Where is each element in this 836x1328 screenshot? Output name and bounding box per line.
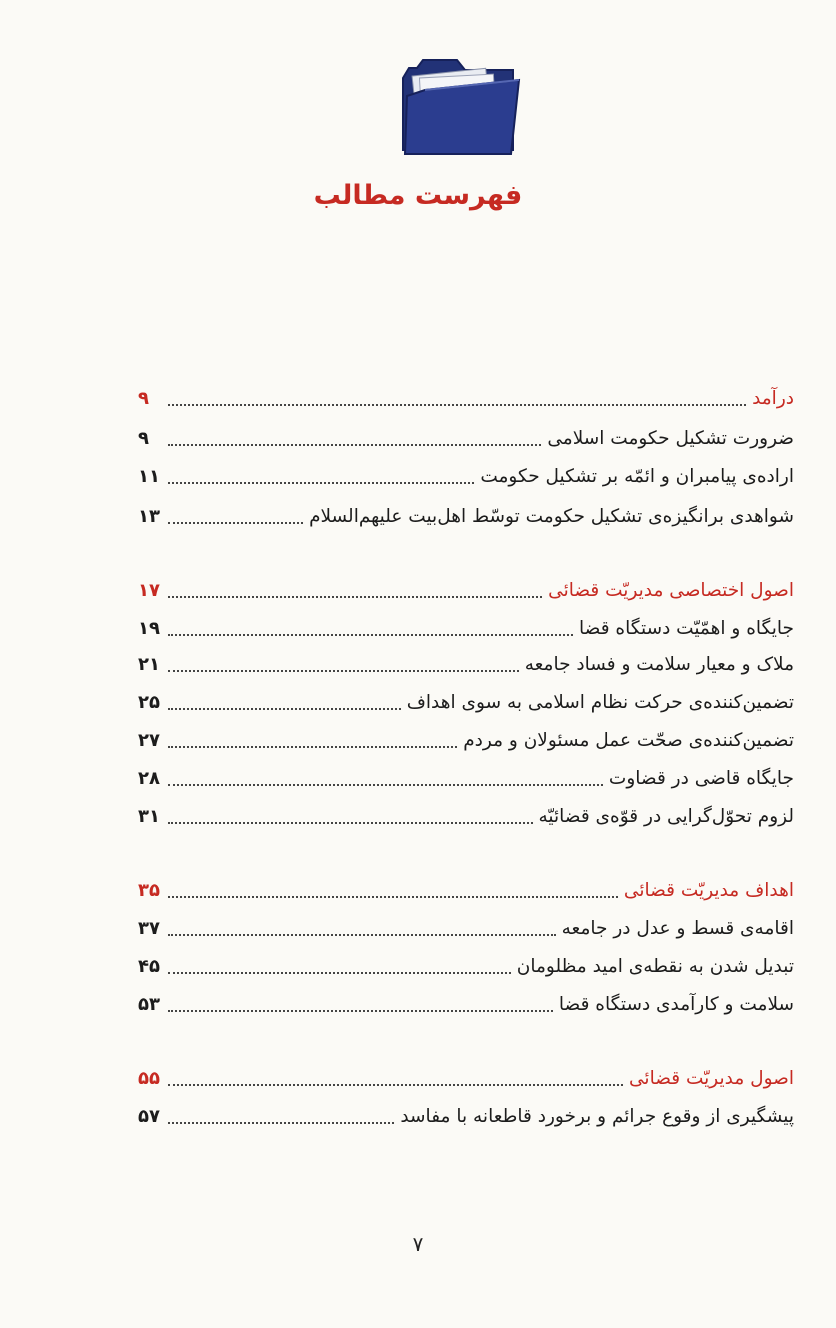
toc-entry-title: اهداف مدیریّت قضائی xyxy=(623,880,794,901)
toc-entry-title: جایگاه قاضی در قضاوت xyxy=(608,768,794,789)
toc-entry[interactable] xyxy=(138,456,794,492)
toc-page-number: ۱۷ xyxy=(138,580,160,601)
dot-leader xyxy=(168,482,474,484)
toc-section-heading[interactable] xyxy=(138,870,794,906)
toc-section-heading[interactable] xyxy=(138,570,794,606)
toc-entry-title: سلامت و کارآمدی دستگاه قضا xyxy=(558,994,794,1015)
page-title: فهرست مطالب xyxy=(313,180,523,211)
toc-entry-title: تضمین‌کننده‌ی صحّت عمل مسئولان و مردم xyxy=(463,730,794,751)
toc-entry-title: ضرورت تشکیل حکومت اسلامی xyxy=(547,428,794,449)
toc-entry-title: ملاک و معیار سلامت و فساد جامعه xyxy=(524,654,794,675)
toc-page-number: ۹ xyxy=(138,388,149,409)
toc-page-number: ۳۵ xyxy=(138,880,160,901)
dot-leader xyxy=(168,634,573,636)
dot-leader xyxy=(168,522,303,524)
toc-entry[interactable] xyxy=(138,908,794,944)
toc-page-number: ۵۳ xyxy=(138,994,160,1015)
toc-entry-title: لزوم تحوّل‌گرایی در قوّه‌ی قضائیّه xyxy=(538,806,794,827)
dot-leader xyxy=(168,746,457,748)
toc-entry-title: جایگاه و اهمّیّت دستگاه قضا xyxy=(579,618,794,639)
toc-entry-title: اقامه‌ی قسط و عدل در جامعه xyxy=(561,918,794,939)
toc-page-number: ۱۳ xyxy=(138,506,160,527)
toc-page-number: ۳۱ xyxy=(138,806,160,827)
toc-page-number: ۲۵ xyxy=(138,692,160,713)
dot-leader xyxy=(168,444,541,446)
toc-page-number: ۱۹ xyxy=(138,618,160,639)
toc-entry[interactable] xyxy=(138,1096,794,1132)
toc-entry[interactable] xyxy=(138,946,794,982)
page-number: ۷ xyxy=(412,1232,424,1256)
toc-entry-title: درآمد xyxy=(752,388,794,409)
dot-leader xyxy=(168,404,746,406)
toc-entry[interactable] xyxy=(138,644,794,680)
dot-leader xyxy=(168,934,556,936)
toc-page-number: ۲۱ xyxy=(138,654,160,675)
toc-entry-title: پیشگیری از وقوع جرائم و برخورد قاطعانه با مفاسد xyxy=(400,1106,794,1127)
toc-entry[interactable] xyxy=(138,758,794,794)
toc-section-heading[interactable] xyxy=(138,1058,794,1094)
toc-entry-title: تضمین‌کننده‌ی حرکت نظام اسلامی به سوی اهداف xyxy=(406,692,794,713)
dot-leader xyxy=(168,972,511,974)
toc-page-number: ۴۵ xyxy=(138,956,160,977)
toc-entry-title: اراده‌ی پیامبران و ائمّه بر تشکیل حکومت xyxy=(480,466,794,487)
dot-leader xyxy=(168,1084,623,1086)
toc-page-number: ۳۷ xyxy=(138,918,160,939)
dot-leader xyxy=(168,822,533,824)
toc-entry[interactable] xyxy=(138,984,794,1020)
toc-page-number: ۱۱ xyxy=(138,466,160,487)
toc-entry-title: اصول اختصاصی مدیریّت قضائی xyxy=(548,580,794,601)
toc-entry[interactable] xyxy=(138,796,794,832)
dot-leader xyxy=(168,784,603,786)
toc-page-number: ۲۷ xyxy=(138,730,160,751)
toc-page-number: ۹ xyxy=(138,428,149,449)
toc-entry[interactable] xyxy=(138,608,794,644)
toc-entry[interactable] xyxy=(138,720,794,756)
toc-entry[interactable] xyxy=(138,418,794,454)
dot-leader xyxy=(168,596,542,598)
toc-entry-title: اصول مدیریّت قضائی xyxy=(629,1068,794,1089)
dot-leader xyxy=(168,1010,553,1012)
toc-section-heading[interactable] xyxy=(138,378,794,414)
dot-leader xyxy=(168,896,618,898)
toc-page-number: ۵۵ xyxy=(138,1068,160,1089)
toc-entry[interactable] xyxy=(138,496,794,532)
toc-entry-title: تبدیل شدن به نقطه‌ی امید مظلومان xyxy=(516,956,794,977)
dot-leader xyxy=(168,670,519,672)
toc-page-number: ۵۷ xyxy=(138,1106,160,1127)
dot-leader xyxy=(168,708,401,710)
dot-leader xyxy=(168,1122,394,1124)
folder-icon xyxy=(395,50,523,158)
toc-entry[interactable] xyxy=(138,682,794,718)
toc-page-number: ۲۸ xyxy=(138,768,160,789)
toc-entry-title: شواهدی برانگیزه‌ی تشکیل حکومت توسّط اهل‌بیت علیهم‌السلام xyxy=(309,506,794,527)
